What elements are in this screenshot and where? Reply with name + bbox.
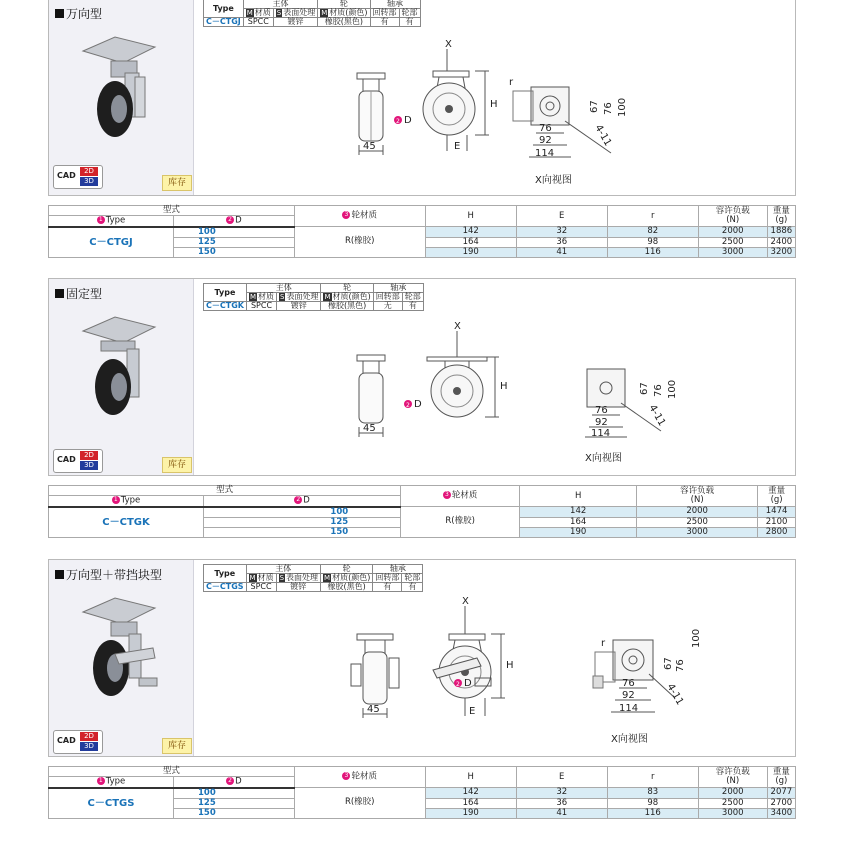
dim-45: 45 <box>363 423 376 434</box>
x-label: X <box>445 39 452 50</box>
dim-76v: 76 <box>603 102 614 115</box>
product-sidebar <box>49 560 194 756</box>
table-row: 125 164 36 98 2500 2700 <box>49 798 796 808</box>
caster-photo <box>75 594 161 704</box>
data-table: 型式 3 轮材质 H E r 容许负载 (N) 重量 (g) 1 Type 2 D C－CTGS 100 R(橡胶) 142 32 83 2000 2077 125 164 36 98 2500 2700 150 190 41 116 3000 3400 <box>48 766 796 819</box>
e-label: E <box>469 706 476 717</box>
table-row: C－CTGJ 100 R(橡胶) 142 32 82 2000 1886 <box>49 227 796 238</box>
dim-114: 114 <box>619 703 639 714</box>
spec-table: Type 主体 轮 轴承 M 材质 S 表面处理 M 材质(颜色) 回转部 轮部 C－CTGS SPCC 镀锌 橡胶(黑色) 有 有 <box>203 564 423 592</box>
holes-label: 4-11 <box>664 682 686 708</box>
table-row: 125 164 36 98 2500 2400 <box>49 237 796 247</box>
svg-text:D: D <box>464 678 472 689</box>
technical-drawing <box>349 594 689 754</box>
svg-text:2: 2 <box>396 118 400 125</box>
cad-badge[interactable]: CAD 2D 3D <box>53 165 103 189</box>
stock-badge[interactable]: 库存 <box>162 738 192 754</box>
dim-67: 67 <box>639 382 650 395</box>
d-callout <box>394 115 412 126</box>
stock-badge[interactable]: 库存 <box>162 457 192 473</box>
table-row: C－CTGS 100 R(橡胶) 142 32 83 2000 2077 <box>49 788 796 799</box>
dim-92: 92 <box>595 417 608 428</box>
dim-76v: 76 <box>653 384 664 397</box>
dim-114: 114 <box>591 428 611 439</box>
section-title: 万向型 <box>55 5 102 22</box>
x-label: X <box>462 596 469 607</box>
x-view-label: X向视图 <box>611 734 648 745</box>
svg-text:2: 2 <box>406 402 410 409</box>
data-table: 型式 3 轮材质 H 容许负载 (N) 重量 (g) 1 Type 2 D C－CTGK 100 R(橡胶) 142 2000 1474 125 164 2500 2100 150 190 3000 2800 <box>48 485 796 538</box>
product-sidebar <box>49 0 194 195</box>
table-row: 150 190 41 116 3000 3400 <box>49 808 796 818</box>
dim-45: 45 <box>363 141 376 152</box>
stock-badge[interactable]: 库存 <box>162 175 192 191</box>
dim-100: 100 <box>667 379 678 399</box>
cad-badge[interactable]: CAD 2D 3D <box>53 730 103 754</box>
section-title: 万向型＋带挡块型 <box>55 566 162 583</box>
dim-92: 92 <box>539 135 552 146</box>
table-row: C－CTGK 100 R(橡胶) 142 2000 1474 <box>49 507 796 518</box>
caster-photo <box>75 313 161 423</box>
dim-67: 67 <box>663 657 674 670</box>
section-title: 固定型 <box>55 285 102 302</box>
holes-label: 4-11 <box>592 123 614 149</box>
product-panel <box>48 0 796 196</box>
product-panel <box>48 278 796 476</box>
dim-45: 45 <box>367 704 380 715</box>
data-table: 型式 3 轮材质 H E r 容许负载 (N) 重量 (g) 1 Type 2 D C－CTGJ 100 R(橡胶) 142 32 82 2000 1886 125 164 36 98 2500 2400 150 190 41 116 3000 3200 <box>48 205 796 258</box>
dim-76v: 76 <box>675 659 686 672</box>
x-label: X <box>454 321 461 332</box>
dim-76: 76 <box>622 678 635 689</box>
dim-76: 76 <box>595 405 608 416</box>
dim-92: 92 <box>622 690 635 701</box>
h-label: H <box>500 381 508 392</box>
product-panel <box>48 559 796 757</box>
svg-text:2: 2 <box>456 681 460 688</box>
product-sidebar <box>49 279 194 475</box>
spec-table: Type 主体 轮 轴承 M 材质 S 表面处理 M 材质(颜色) 回转部 轮部 C－CTGJ SPCC 镀锌 橡胶(黑色) 有 有 <box>203 0 421 27</box>
cad-badge[interactable]: CAD 2D 3D <box>53 449 103 473</box>
holes-label: 4-11 <box>646 403 668 429</box>
svg-text:D: D <box>414 399 422 410</box>
dim-67: 67 <box>589 100 600 113</box>
svg-text:D: D <box>404 115 412 126</box>
dim-100: 100 <box>691 628 702 648</box>
caster-photo <box>75 33 161 143</box>
spec-table: Type 主体 轮 轴承 M 材质 S 表面处理 M 材质(颜色) 回转部 轮部 C－CTGK SPCC 镀锌 橡胶(黑色) 无 有 <box>203 283 424 311</box>
table-row: 125 164 2500 2100 <box>49 517 796 527</box>
table-row: 150 190 41 116 3000 3200 <box>49 247 796 257</box>
d-callout <box>404 399 422 410</box>
h-label: H <box>490 99 498 110</box>
dim-100: 100 <box>617 97 628 117</box>
table-row: 150 190 3000 2800 <box>49 527 796 537</box>
technical-drawing <box>349 319 689 479</box>
dim-76: 76 <box>539 123 552 134</box>
technical-drawing <box>349 35 689 195</box>
x-view-label: X向视图 <box>535 175 572 186</box>
dim-114: 114 <box>535 148 555 159</box>
e-label: E <box>454 141 461 152</box>
x-view-label: X向视图 <box>585 453 622 464</box>
h-label: H <box>506 660 514 671</box>
r-label: r <box>601 638 606 649</box>
r-label: r <box>509 77 514 88</box>
